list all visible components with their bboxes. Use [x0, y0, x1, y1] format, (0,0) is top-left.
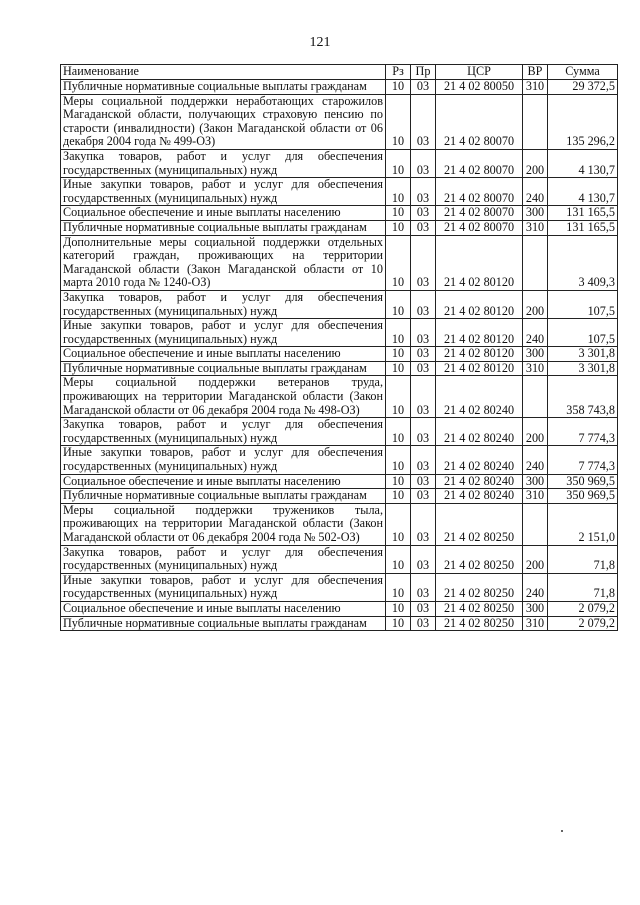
table-row: [61, 545, 618, 573]
cell-name: Иные закупки товаров, работ и услуг для обеспечения государственных (муниципальных) нужд: [61, 178, 386, 206]
table-row: [61, 206, 618, 221]
table-row: [61, 290, 618, 318]
cell-csr: 21 4 02 80240: [436, 489, 523, 504]
cell-csr: 21 4 02 80120: [436, 235, 523, 290]
cell-sum: 135 296,2: [548, 94, 618, 149]
cell-vr: 300: [523, 601, 548, 616]
cell-vr: 200: [523, 418, 548, 446]
table-body: [61, 80, 618, 631]
cell-vr: [523, 503, 548, 545]
cell-vr: 310: [523, 80, 548, 95]
cell-csr: 21 4 02 80070: [436, 220, 523, 235]
cell-rz: 10: [386, 149, 411, 177]
cell-vr: 310: [523, 361, 548, 376]
cell-vr: 240: [523, 573, 548, 601]
cell-vr: 240: [523, 319, 548, 347]
cell-sum: 3 301,8: [548, 347, 618, 362]
cell-sum: 107,5: [548, 319, 618, 347]
cell-csr: 21 4 02 80070: [436, 206, 523, 221]
cell-pr: 03: [411, 220, 436, 235]
cell-vr: 200: [523, 290, 548, 318]
cell-pr: 03: [411, 474, 436, 489]
cell-csr: 21 4 02 80250: [436, 545, 523, 573]
cell-csr: 21 4 02 80120: [436, 347, 523, 362]
cell-pr: 03: [411, 616, 436, 631]
cell-vr: 310: [523, 616, 548, 631]
cell-sum: 2 079,2: [548, 616, 618, 631]
cell-csr: 21 4 02 80250: [436, 573, 523, 601]
table-row: [61, 503, 618, 545]
cell-sum: 350 969,5: [548, 489, 618, 504]
cell-name: Социальное обеспечение и иные выплаты населению: [61, 474, 386, 489]
cell-name: Закупка товаров, работ и услуг для обеспечения государственных (муниципальных) нужд: [61, 418, 386, 446]
table-row: [61, 347, 618, 362]
cell-name: Меры социальной поддержки неработающих старожилов Магаданской области, получающих страховую пенсию по старости (инвалидности) (Закон Магаданской области от 06 декабря 2004 года № 499-ОЗ): [61, 94, 386, 149]
table-row: [61, 149, 618, 177]
cell-rz: 10: [386, 503, 411, 545]
cell-pr: 03: [411, 178, 436, 206]
cell-csr: 21 4 02 80120: [436, 290, 523, 318]
cell-pr: 03: [411, 347, 436, 362]
cell-name: Публичные нормативные социальные выплаты гражданам: [61, 361, 386, 376]
cell-vr: [523, 376, 548, 418]
cell-sum: 29 372,5: [548, 80, 618, 95]
cell-pr: 03: [411, 601, 436, 616]
cell-pr: 03: [411, 149, 436, 177]
cell-rz: 10: [386, 290, 411, 318]
cell-pr: 03: [411, 319, 436, 347]
cell-csr: 21 4 02 80240: [436, 446, 523, 474]
header-vr: ВР: [523, 65, 548, 80]
cell-sum: 2 151,0: [548, 503, 618, 545]
cell-rz: 10: [386, 220, 411, 235]
cell-sum: 71,8: [548, 545, 618, 573]
cell-name: Дополнительные меры социальной поддержки отдельных категорий граждан, проживающих на территории Магаданской области (Закон Магаданской области от 10 марта 2010 года № 1240-ОЗ): [61, 235, 386, 290]
cell-name: Иные закупки товаров, работ и услуг для обеспечения государственных (муниципальных) нужд: [61, 319, 386, 347]
cell-vr: 300: [523, 474, 548, 489]
cell-rz: 10: [386, 319, 411, 347]
header-row: [61, 65, 618, 80]
cell-sum: 3 301,8: [548, 361, 618, 376]
cell-vr: [523, 235, 548, 290]
cell-csr: 21 4 02 80240: [436, 376, 523, 418]
cell-csr: 21 4 02 80120: [436, 361, 523, 376]
cell-vr: 240: [523, 446, 548, 474]
cell-rz: 10: [386, 94, 411, 149]
cell-sum: 7 774,3: [548, 418, 618, 446]
header-sum: Сумма: [548, 65, 618, 80]
header-pr: Пр: [411, 65, 436, 80]
cell-rz: 10: [386, 347, 411, 362]
cell-rz: 10: [386, 361, 411, 376]
cell-pr: 03: [411, 503, 436, 545]
cell-pr: 03: [411, 489, 436, 504]
cell-sum: 358 743,8: [548, 376, 618, 418]
cell-vr: 240: [523, 178, 548, 206]
cell-name: Публичные нормативные социальные выплаты гражданам: [61, 220, 386, 235]
cell-sum: 131 165,5: [548, 206, 618, 221]
cell-vr: 300: [523, 206, 548, 221]
cell-csr: 21 4 02 80240: [436, 418, 523, 446]
cell-name: Иные закупки товаров, работ и услуг для обеспечения государственных (муниципальных) нужд: [61, 446, 386, 474]
cell-csr: 21 4 02 80050: [436, 80, 523, 95]
cell-pr: 03: [411, 94, 436, 149]
cell-rz: 10: [386, 235, 411, 290]
table-row: [61, 573, 618, 601]
cell-name: Социальное обеспечение и иные выплаты населению: [61, 206, 386, 221]
cell-name: Закупка товаров, работ и услуг для обеспечения государственных (муниципальных) нужд: [61, 149, 386, 177]
header-csr: ЦСР: [436, 65, 523, 80]
header-rz: Рз: [386, 65, 411, 80]
cell-rz: 10: [386, 80, 411, 95]
table-row: [61, 474, 618, 489]
table-row: [61, 376, 618, 418]
cell-rz: 10: [386, 601, 411, 616]
cell-sum: 7 774,3: [548, 446, 618, 474]
cell-rz: 10: [386, 545, 411, 573]
cell-vr: 310: [523, 489, 548, 504]
cell-csr: 21 4 02 80070: [436, 94, 523, 149]
cell-rz: 10: [386, 418, 411, 446]
cell-sum: 2 079,2: [548, 601, 618, 616]
cell-name: Меры социальной поддержки тружеников тыла, проживающих на территории Магаданской области (Закон Магаданской области от 06 декабря 2004 года № 502-ОЗ): [61, 503, 386, 545]
table-header: [61, 65, 618, 80]
cell-name: Публичные нормативные социальные выплаты гражданам: [61, 489, 386, 504]
cell-csr: 21 4 02 80250: [436, 616, 523, 631]
cell-name: Социальное обеспечение и иные выплаты населению: [61, 347, 386, 362]
cell-pr: 03: [411, 418, 436, 446]
cell-csr: 21 4 02 80070: [436, 149, 523, 177]
cell-rz: 10: [386, 489, 411, 504]
cell-pr: 03: [411, 545, 436, 573]
cell-vr: 310: [523, 220, 548, 235]
cell-name: Закупка товаров, работ и услуг для обеспечения государственных (муниципальных) нужд: [61, 290, 386, 318]
cell-pr: 03: [411, 206, 436, 221]
cell-csr: 21 4 02 80240: [436, 474, 523, 489]
cell-rz: 10: [386, 573, 411, 601]
cell-name: Закупка товаров, работ и услуг для обеспечения государственных (муниципальных) нужд: [61, 545, 386, 573]
cell-rz: 10: [386, 446, 411, 474]
cell-pr: 03: [411, 235, 436, 290]
cell-csr: 21 4 02 80070: [436, 178, 523, 206]
table-row: [61, 446, 618, 474]
cell-name: Меры социальной поддержки ветеранов труда, проживающих на территории Магаданской области (Закон Магаданской области от 06 декабря 2004 года № 498-ОЗ): [61, 376, 386, 418]
table-row: [61, 361, 618, 376]
table-row: [61, 80, 618, 95]
cell-name: Публичные нормативные социальные выплаты гражданам: [61, 616, 386, 631]
table-row: [61, 489, 618, 504]
cell-rz: 10: [386, 206, 411, 221]
cell-pr: 03: [411, 361, 436, 376]
table-row: [61, 616, 618, 631]
table-row: [61, 235, 618, 290]
table-row: [61, 94, 618, 149]
cell-sum: 71,8: [548, 573, 618, 601]
cell-csr: 21 4 02 80120: [436, 319, 523, 347]
cell-vr: 300: [523, 347, 548, 362]
cell-pr: 03: [411, 573, 436, 601]
cell-sum: 131 165,5: [548, 220, 618, 235]
table-row: [61, 220, 618, 235]
cell-sum: 4 130,7: [548, 149, 618, 177]
page-number: 121: [309, 35, 331, 50]
cell-sum: 107,5: [548, 290, 618, 318]
cell-sum: 4 130,7: [548, 178, 618, 206]
cell-pr: 03: [411, 290, 436, 318]
cell-pr: 03: [411, 446, 436, 474]
cell-name: Публичные нормативные социальные выплаты гражданам: [61, 80, 386, 95]
cell-sum: 3 409,3: [548, 235, 618, 290]
cell-name: Иные закупки товаров, работ и услуг для обеспечения государственных (муниципальных) нужд: [61, 573, 386, 601]
header-name: Наименование: [61, 65, 386, 80]
cell-csr: 21 4 02 80250: [436, 601, 523, 616]
cell-csr: 21 4 02 80250: [436, 503, 523, 545]
cell-rz: 10: [386, 178, 411, 206]
cell-rz: 10: [386, 474, 411, 489]
budget-table: [60, 64, 618, 631]
cell-sum: 350 969,5: [548, 474, 618, 489]
cell-rz: 10: [386, 616, 411, 631]
table-row: [61, 319, 618, 347]
cell-vr: [523, 94, 548, 149]
cell-rz: 10: [386, 376, 411, 418]
cell-pr: 03: [411, 80, 436, 95]
cell-vr: 200: [523, 149, 548, 177]
cell-name: Социальное обеспечение и иные выплаты населению: [61, 601, 386, 616]
table-row: [61, 178, 618, 206]
table-row: [61, 418, 618, 446]
scan-dot: [561, 830, 563, 832]
cell-vr: 200: [523, 545, 548, 573]
cell-pr: 03: [411, 376, 436, 418]
table-row: [61, 601, 618, 616]
